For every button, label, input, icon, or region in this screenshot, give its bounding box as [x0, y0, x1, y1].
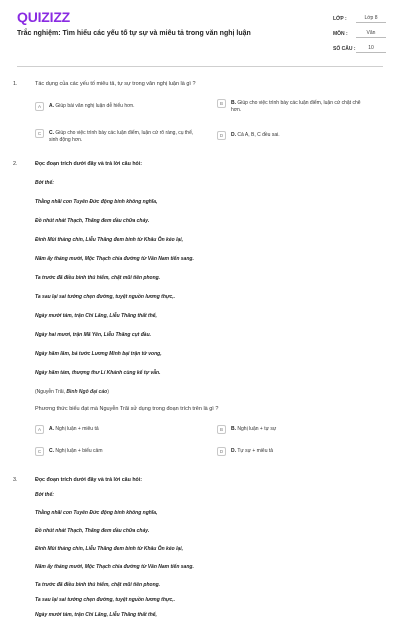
- option-letter: A: [35, 425, 44, 434]
- passage-line: Bởi thế:: [35, 492, 54, 498]
- passage-line: Thằng nhãi con Tuyên Đức động binh không nghĩa,: [35, 510, 158, 516]
- option-key: D.: [231, 132, 236, 138]
- option-text: Nghị luận + tự sự: [237, 426, 277, 432]
- option-key: D.: [231, 448, 236, 454]
- option-text: Cả A, B, C đều sai.: [237, 132, 280, 138]
- question-count-value: 10: [356, 43, 386, 53]
- passage-line: Ngày hăm lăm, bá tước Lương Minh bại trận tử vong,: [35, 351, 162, 357]
- option-letter: D: [217, 131, 226, 140]
- option-letter: C: [35, 129, 44, 138]
- passage-line: Ngày hai mươi, trận Mã Yên, Liễu Thăng cụt đầu.: [35, 332, 152, 338]
- option-key: B.: [231, 426, 236, 432]
- option-key: A.: [49, 103, 54, 109]
- worksheet-title: Trắc nghiệm: Tìm hiểu các yếu tố tự sự và miêu tả trong văn nghị luận: [17, 30, 251, 37]
- passage-line: Đinh Mùi tháng chín, Liễu Thăng đem binh từ Khâu Ôn kéo lại,: [35, 546, 184, 552]
- option-text: Nghị luận + biểu cảm: [55, 448, 103, 454]
- passage-line: Năm ấy tháng mười, Mộc Thạch chia đường từ Vân Nam tiến sang.: [35, 564, 194, 570]
- option-text: Tự sự + miêu tả: [237, 448, 274, 454]
- header-divider: [17, 66, 383, 67]
- passage-line: Ngày hăm tám, thượng thư Lí Khánh cùng kế tự vẫn.: [35, 370, 161, 376]
- source-suffix: ): [107, 389, 109, 395]
- passage-line: Ngày mười tám, trận Chi Lăng, Liễu Thăng thất thế,: [35, 612, 157, 618]
- passage-line: Đồ nhút nhát Thạch, Thăng đem dầu chữa cháy.: [35, 218, 150, 224]
- passage-line: Đinh Mùi tháng chín, Liễu Thăng đem binh từ Khâu Ôn kéo lại,: [35, 237, 184, 243]
- question-count-label: SỐ CÂU :: [333, 46, 356, 52]
- option-text: Giúp bài văn nghị luận dễ hiểu hơn.: [55, 103, 135, 109]
- question-text: Phương thức biểu đạt mà Nguyễn Trãi sử dụng trong đoạn trích trên là gì ?: [35, 406, 219, 412]
- passage-line: Bởi thế:: [35, 180, 54, 186]
- passage-line: Ta sau lại sai tướng chẹn đường, tuyệt nguồn lương thực,.: [35, 597, 176, 603]
- option-key: C.: [49, 448, 54, 454]
- option-key: C.: [49, 130, 54, 136]
- passage-line: Năm ấy tháng mười, Mộc Thạch chia đường từ Vân Nam tiến sang.: [35, 256, 194, 262]
- option-letter: D: [217, 447, 226, 456]
- passage-line: Ta trước đã điều binh thủ hiểm, chặt mũi tiên phong.: [35, 582, 161, 588]
- quizizz-logo: QUIZIZZ: [17, 9, 71, 25]
- question-number: 1.: [13, 81, 18, 87]
- passage-line: Ngày mười tám, trận Chi Lăng, Liễu Thăng thất thế,: [35, 313, 157, 319]
- passage-line: Đồ nhút nhát Thạch, Thăng đem dầu chữa cháy.: [35, 528, 150, 534]
- worksheet-header: [0, 0, 400, 68]
- option-key: B.: [231, 100, 236, 106]
- question-number: 3.: [13, 477, 18, 483]
- option-letter: B: [217, 425, 226, 434]
- question-number: 2.: [13, 161, 18, 167]
- passage-line: Thằng nhãi con Tuyên Đức động binh không nghĩa,: [35, 199, 158, 205]
- passage-line: Ta trước đã điều binh thủ hiểm, chặt mũi tiên phong.: [35, 275, 161, 281]
- question-text: Tác dụng của các yếu tố miêu tả, tự sự trong văn nghị luận là gì ?: [35, 81, 196, 87]
- subject-label: MÔN :: [333, 31, 348, 37]
- source-work: Bình Ngô đại cáo: [66, 389, 108, 395]
- question-instruction: Đọc đoạn trích dưới đây và trả lời câu hỏi:: [35, 161, 143, 167]
- subject-value: Văn: [356, 28, 386, 38]
- option-letter: A: [35, 102, 44, 111]
- option-letter: B: [217, 99, 226, 108]
- option-text: Giúp cho việc trình bày các luận điểm, luận cứ chặt chẽ hơn.: [231, 100, 361, 113]
- passage-source: [35, 389, 109, 395]
- option-key: A.: [49, 426, 54, 432]
- option-letter: C: [35, 447, 44, 456]
- grade-label: LỚP :: [333, 16, 347, 22]
- option-text: Giúp cho việc trình bày các luận điểm, luận cứ rõ ràng, cụ thể, sinh động hơn.: [49, 130, 194, 143]
- passage-line: Ta sau lại sai tướng chẹn đường, tuyệt nguồn lương thực,.: [35, 294, 176, 300]
- question-instruction: Đọc đoạn trích dưới đây và trả lời câu hỏi:: [35, 477, 143, 483]
- option-text: Nghị luận + miêu tả: [55, 426, 99, 432]
- grade-value: Lớp 8: [356, 13, 386, 23]
- source-prefix: (Nguyễn Trãi,: [35, 389, 67, 395]
